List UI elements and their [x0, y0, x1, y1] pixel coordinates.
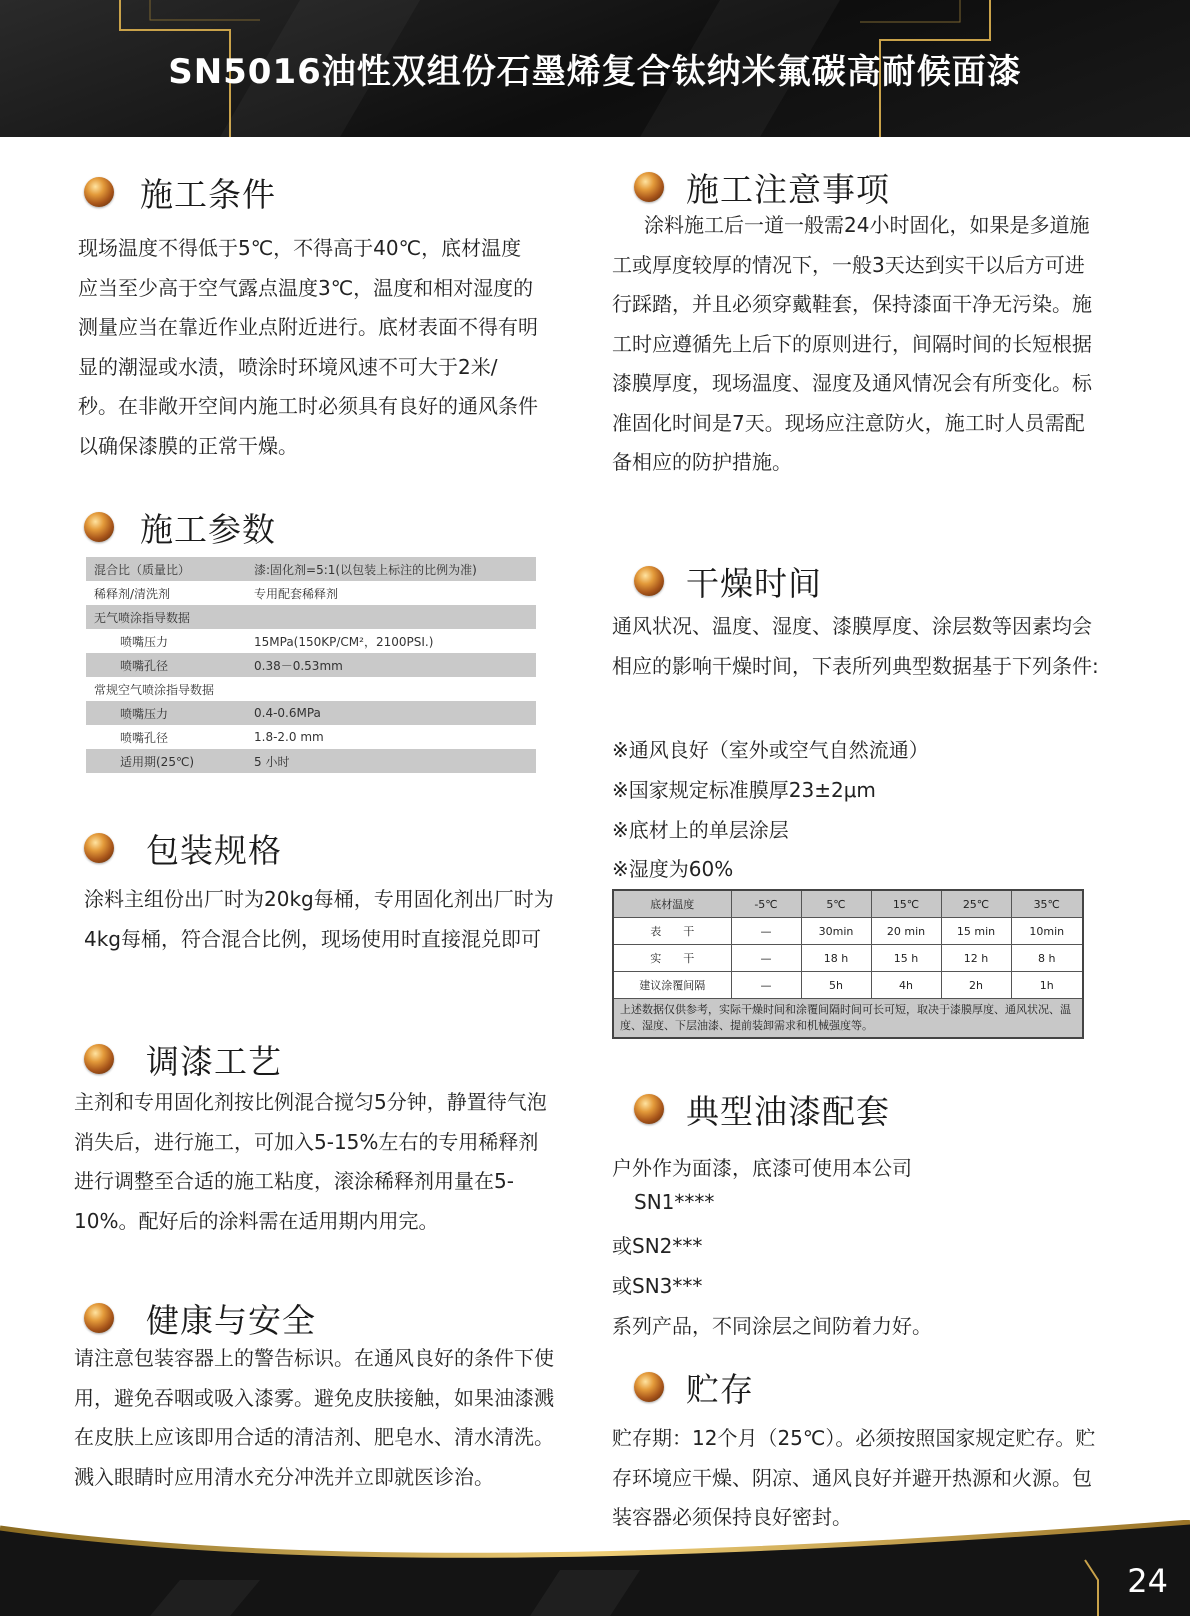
- footer-decoration: [0, 1520, 1190, 1616]
- table-cell: 1h: [1011, 972, 1083, 999]
- gold-bullet-icon: [84, 1044, 114, 1074]
- table-note-row: [613, 999, 1083, 1039]
- param-value: 5 小时: [246, 749, 536, 773]
- notes-text: 涂料施工后一道一般需24小时固化，如果是多道施工或厚度较厚的情况下，一般3天达到实干以后方可进行踩踏，并且必须穿戴鞋套，保持漆面干净无污染。施工时应遵循先上后下的原则进行，间隔时间的长短根据漆膜厚度，现场温度、湿度及通风情况会有所变化。标准固化时间是7天。现场应注意防火，施工时人员需配备相应的防护措施。: [612, 213, 1092, 474]
- drying-condition: ※底材上的单层涂层: [612, 818, 789, 842]
- page-number: 24: [1127, 1562, 1168, 1600]
- param-label: 喷嘴孔径: [86, 653, 246, 677]
- table-cell: 2h: [941, 972, 1011, 999]
- section-packaging-title: 包装规格: [146, 830, 282, 870]
- param-label: 稀释剂/清洗剂: [86, 581, 246, 605]
- param-value: [246, 677, 536, 701]
- param-label: 常规空气喷涂指导数据: [86, 677, 246, 701]
- table-row: [86, 653, 536, 677]
- param-label: 适用期(25℃): [86, 749, 246, 773]
- table-row: [86, 749, 536, 773]
- table-cell: 20 min: [871, 918, 941, 945]
- table-row: [86, 605, 536, 629]
- param-value: 漆:固化剂=5:1(以包装上标注的比例为准): [246, 557, 536, 581]
- table-cell: 4h: [871, 972, 941, 999]
- gold-bullet-icon: [634, 1094, 664, 1124]
- system-line: 户外作为面漆，底漆可使用本公司: [612, 1156, 912, 1180]
- section-safety-title: 健康与安全: [146, 1300, 316, 1340]
- table-header-cell: 35℃: [1011, 890, 1083, 918]
- table-header-cell: 15℃: [871, 890, 941, 918]
- table-row: [86, 581, 536, 605]
- table-cell: 15 min: [941, 918, 1011, 945]
- param-value: [246, 605, 536, 629]
- mixing-text: 主剂和专用固化剂按比例混合搅匀5分钟，静置待气泡消失后，进行施工，可加入5-15%左右的专用稀释剂进行调整至合适的施工粘度，滚涂稀释剂用量在5-10%。配好后的涂料需在适用期内用完。: [74, 1090, 547, 1233]
- section-system-title: 典型油漆配套: [686, 1091, 890, 1131]
- table-cell: 12 h: [941, 945, 1011, 972]
- gold-bullet-icon: [634, 172, 664, 202]
- param-label: 喷嘴压力: [86, 629, 246, 653]
- param-value: 0.38－0.53mm: [246, 653, 536, 677]
- table-cell: 8 h: [1011, 945, 1083, 972]
- section-system-heading: [634, 1087, 890, 1131]
- table-header-cell: 5℃: [801, 890, 871, 918]
- param-label: 混合比（质量比）: [86, 557, 246, 581]
- page-footer: [0, 1520, 1190, 1616]
- system-line: 系列产品，不同涂层之间防着力好。: [612, 1314, 932, 1338]
- table-cell: 表 干: [613, 918, 731, 945]
- section-conditions-heading: [84, 170, 276, 214]
- params-table: [86, 557, 536, 773]
- table-cell: 实 干: [613, 945, 731, 972]
- section-notes-heading: [634, 165, 890, 209]
- section-storage-title: 贮存: [686, 1369, 754, 1409]
- table-cell: —: [731, 972, 801, 999]
- packaging-text: 涂料主组份出厂时为20kg每桶，专用固化剂出厂时为4kg每桶，符合混合比例，现场使用时直接混兑即可: [84, 887, 554, 951]
- safety-text: 请注意包装容器上的警告标识。在通风良好的条件下使用，避免吞咽或吸入漆雾。避免皮肤接触，如果油漆溅在皮肤上应该即用合适的清洁剂、肥皂水、清水清洗。溅入眼睛时应用清水充分冲洗并立即就医诊治。: [74, 1346, 554, 1489]
- section-mixing-heading: [84, 1037, 282, 1081]
- section-drying-title: 干燥时间: [686, 563, 822, 603]
- gold-bullet-icon: [84, 833, 114, 863]
- page-header: [0, 0, 1190, 137]
- param-value: 15MPa(150KP/CM²，2100PSI.): [246, 629, 536, 653]
- conditions-text: 现场温度不得低于5℃，不得高于40℃，底材温度应当至少高于空气露点温度3℃，温度和相对湿度的测量应当在靠近作业点附近进行。底材表面不得有明显的潮湿或水渍，喷涂时环境风速不可大于2米/ 秒。在非敞开空间内施工时必须具有良好的通风条件以确保漆膜的正常干燥。: [78, 236, 538, 458]
- table-cell: —: [731, 945, 801, 972]
- drying-condition: ※通风良好（室外或空气自然流通）: [612, 738, 929, 762]
- section-storage-heading: [634, 1365, 754, 1409]
- system-line: 或SN2***: [612, 1234, 703, 1258]
- section-drying-heading: [634, 559, 822, 603]
- gold-bullet-icon: [634, 1372, 664, 1402]
- table-row: [86, 725, 536, 749]
- param-value: 0.4-0.6MPa: [246, 701, 536, 725]
- section-mixing-title: 调漆工艺: [146, 1041, 282, 1081]
- table-cell: 5h: [801, 972, 871, 999]
- storage-text: 贮存期：12个月（25℃）。必须按照国家规定贮存。贮存环境应干燥、阴凉、通风良好并避开热源和火源。包装容器必须保持良好密封。: [612, 1426, 1096, 1529]
- table-row: [86, 557, 536, 581]
- system-line: 或SN3***: [612, 1274, 703, 1298]
- page-title: SN5016油性双组份石墨烯复合钛纳米氟碳高耐候面漆: [168, 52, 1022, 92]
- table-note: 上述数据仅供参考，实际干燥时间和涂覆间隔时间可长可短，取决于漆膜厚度、通风状况、温度、湿度、下层油漆、提前装卸需求和机械强度等。: [613, 999, 1083, 1039]
- section-conditions-title: 施工条件: [140, 174, 276, 214]
- table-header-row: [613, 890, 1083, 918]
- section-safety-heading: [84, 1296, 316, 1340]
- gold-bullet-icon: [84, 177, 114, 207]
- table-cell: —: [731, 918, 801, 945]
- drying-condition: ※国家规定标准膜厚23±2μm: [612, 778, 876, 802]
- table-cell: 建议涂覆间隔: [613, 972, 731, 999]
- gold-bullet-icon: [84, 1303, 114, 1333]
- table-cell: 18 h: [801, 945, 871, 972]
- table-cell: 30min: [801, 918, 871, 945]
- param-label: 喷嘴孔径: [86, 725, 246, 749]
- table-row: [613, 918, 1083, 945]
- table-row: [613, 945, 1083, 972]
- table-cell: 15 h: [871, 945, 941, 972]
- param-value: 专用配套稀释剂: [246, 581, 536, 605]
- table-row: [86, 629, 536, 653]
- table-row: [613, 972, 1083, 999]
- section-params-title: 施工参数: [140, 509, 276, 549]
- system-line: SN1****: [634, 1190, 715, 1214]
- param-value: 1.8-2.0 mm: [246, 725, 536, 749]
- gold-bullet-icon: [634, 566, 664, 596]
- drying-condition: ※湿度为60%: [612, 857, 734, 881]
- section-notes-title: 施工注意事项: [686, 169, 890, 209]
- param-label: 喷嘴压力: [86, 701, 246, 725]
- table-cell: 10min: [1011, 918, 1083, 945]
- drying-text: 通风状况、温度、湿度、漆膜厚度、涂层数等因素均会相应的影响干燥时间，下表所列典型数据基于下列条件:: [612, 614, 1099, 678]
- table-row: [86, 701, 536, 725]
- param-label: 无气喷涂指导数据: [86, 605, 246, 629]
- table-header-cell: -5℃: [731, 890, 801, 918]
- gold-bullet-icon: [84, 512, 114, 542]
- drying-table: [612, 889, 1084, 1039]
- section-packaging-heading: [84, 826, 282, 870]
- section-params-heading: [84, 505, 276, 549]
- table-row: [86, 677, 536, 701]
- table-header-cell: 底材温度: [613, 890, 731, 918]
- table-header-cell: 25℃: [941, 890, 1011, 918]
